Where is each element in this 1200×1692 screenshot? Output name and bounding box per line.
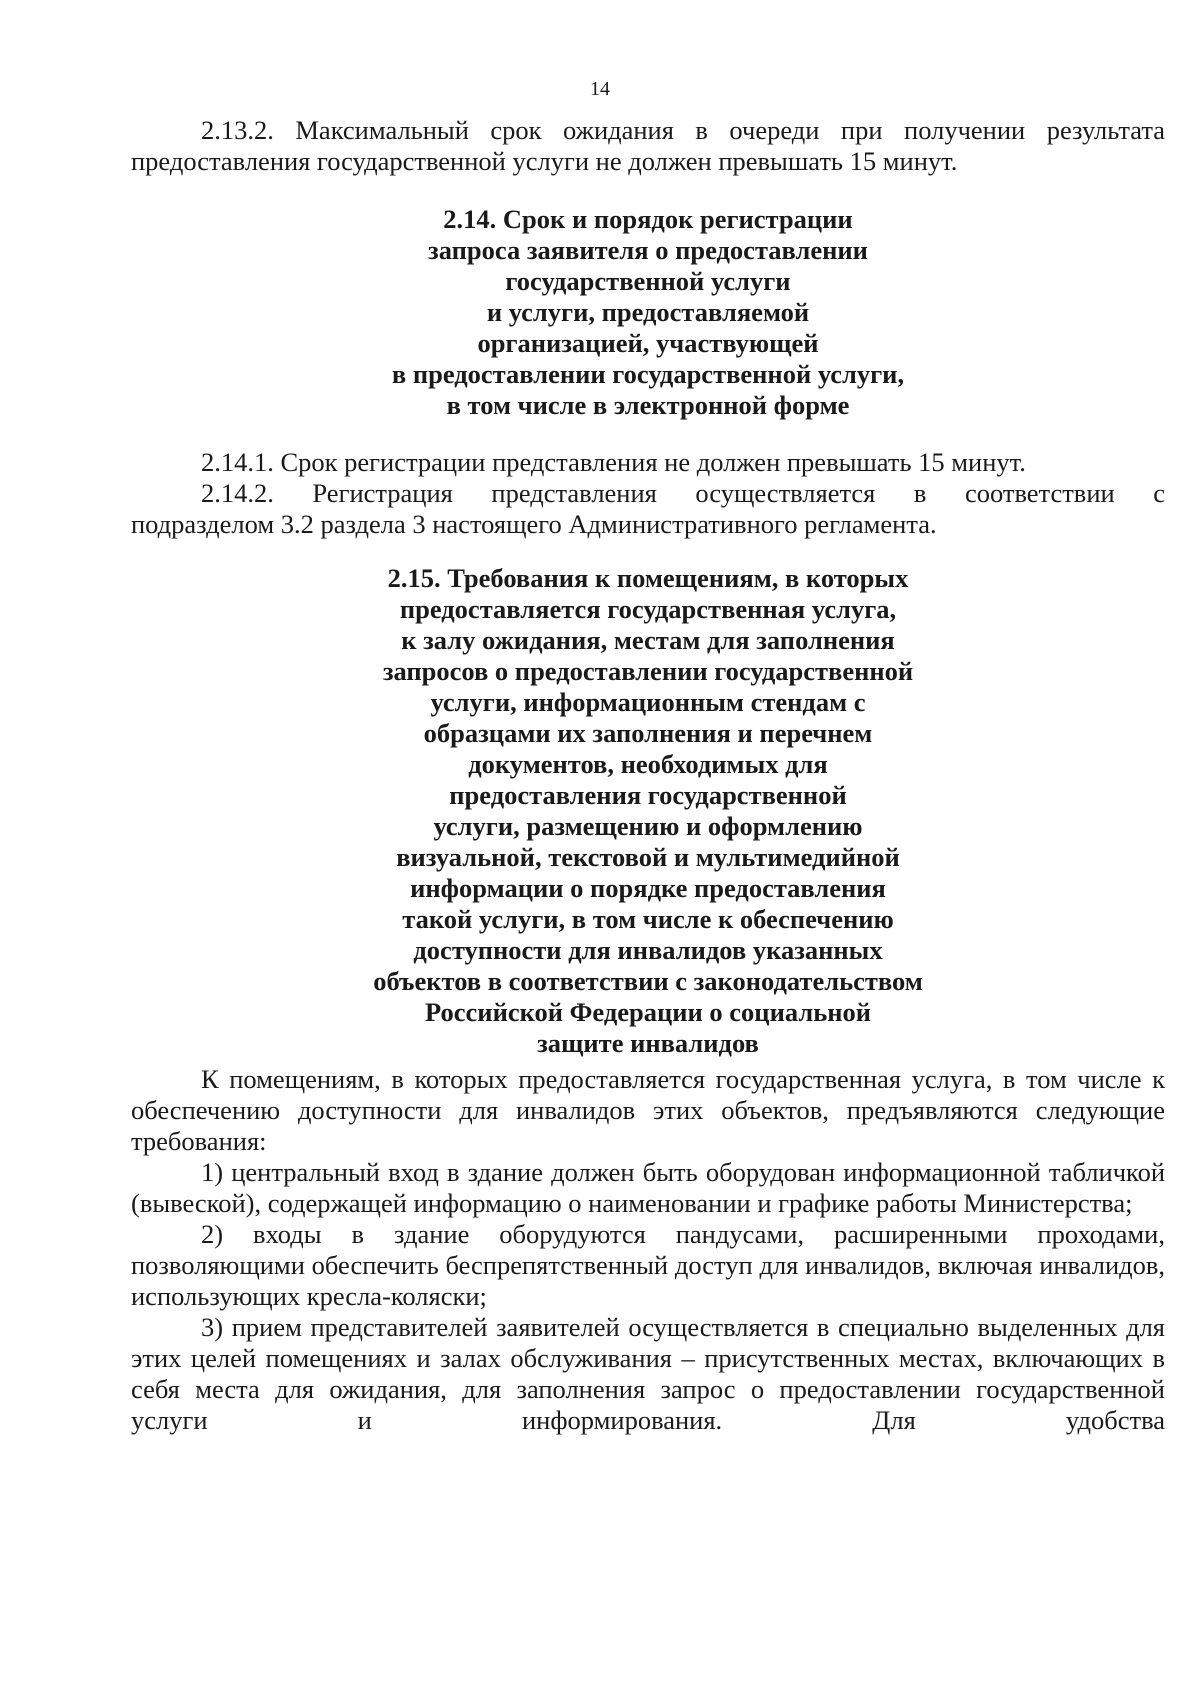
heading-line: объектов в соответствии с законодательством bbox=[373, 966, 923, 996]
heading-line: доступности для инвалидов указанных bbox=[413, 935, 883, 965]
heading-line: государственной услуги bbox=[505, 266, 791, 296]
section-heading-2-15 bbox=[131, 563, 1165, 1059]
heading-line: защите инвалидов bbox=[537, 1028, 759, 1058]
heading-line: образцами их заполнения и перечнем bbox=[423, 718, 873, 748]
page-number: 14 bbox=[590, 78, 610, 100]
heading-line: предоставляется государственная услуга, bbox=[399, 594, 897, 624]
heading-line: в том числе в электронной форме bbox=[446, 390, 850, 420]
requirements-section bbox=[131, 1064, 1165, 1436]
section-heading-2-14 bbox=[131, 204, 1165, 421]
heading-line: предоставления государственной bbox=[449, 780, 847, 810]
paragraph-2-14-2-line-1: 2.14.2. Регистрация представления осуществляется в соответствии с bbox=[201, 478, 1165, 508]
requirement-item-1: 1) центральный вход в здание должен быть оборудован информационной табличкой (вывеской), содержащей информацию о наименовании и графике работы Министерства; bbox=[131, 1157, 1165, 1218]
heading-line: услуги, размещению и оформлению bbox=[433, 811, 863, 841]
heading-line: организацией, участвующей bbox=[477, 328, 819, 358]
requirement-item-2: 2) входы в здание оборудуются пандусами, расширенными проходами, позволяющими обеспечить беспрепятственный доступ для инвалидов, включая инвалидов, использующих кресла-коляски; bbox=[131, 1219, 1165, 1311]
paragraph-2-14-2 bbox=[131, 478, 1165, 540]
requirements-intro: К помещениям, в которых предоставляется государственная услуга, в том числе к обеспечению доступности для инвалидов этих объектов, предъявляются следующие требования: bbox=[131, 1064, 1165, 1156]
heading-line: запросов о предоставлении государственной bbox=[382, 656, 914, 686]
paragraph-2-13-2-line-2: предоставления государственной услуги не должен превышать 15 минут. bbox=[131, 146, 958, 176]
heading-line: в предоставлении государственной услуги, bbox=[391, 359, 905, 389]
heading-line: к залу ожидания, местам для заполнения bbox=[401, 625, 895, 655]
heading-line: услуги, информационным стендам с bbox=[430, 687, 866, 717]
paragraph-2-14-1-text: 2.14.1. Срок регистрации представления не должен превышать 15 минут. bbox=[201, 447, 1026, 477]
requirement-item-3: 3) прием представителей заявителей осуществляется в специально выделенных для этих целей помещениях и залах обслуживания – присутственных местах, включающих в себя места для ожидания, для заполнения запрос о предоставлении государственной услуги и информирования. Для удобства bbox=[131, 1312, 1165, 1435]
heading-line: 2.14. Срок и порядок регистрации bbox=[443, 204, 853, 234]
heading-line: 2.15. Требования к помещениям, в которых bbox=[387, 563, 909, 593]
paragraph-2-13-2-line-1: 2.13.2. Максимальный срок ожидания в очереди при получении результата bbox=[201, 115, 1165, 145]
paragraph-2-14-1 bbox=[131, 447, 1165, 478]
paragraph-2-13-2 bbox=[131, 115, 1165, 177]
heading-line: такой услуги, в том числе к обеспечению bbox=[402, 904, 894, 934]
heading-line: документов, необходимых для bbox=[468, 749, 828, 779]
heading-line: Российской Федерации о социальной bbox=[425, 997, 871, 1027]
heading-line: визуальной, текстовой и мультимедийной bbox=[396, 842, 900, 872]
heading-line: запроса заявителя о предоставлении bbox=[428, 235, 868, 265]
heading-line: информации о порядке предоставления bbox=[410, 873, 886, 903]
paragraph-2-14-2-line-2: подразделом 3.2 раздела 3 настоящего Административного регламента. bbox=[131, 509, 937, 539]
heading-line: и услуги, предоставляемой bbox=[486, 297, 810, 327]
